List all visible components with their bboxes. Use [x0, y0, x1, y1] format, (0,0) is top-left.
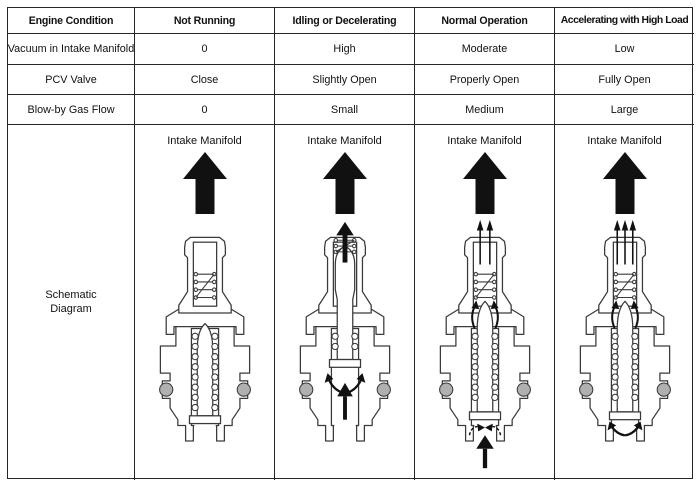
intake-manifold-label: Intake Manifold	[447, 135, 522, 147]
intake-manifold-label: Intake Manifold	[587, 135, 662, 147]
header-accelerating-high-load: Accelerating with High Load	[555, 8, 694, 34]
blowby-normal: Medium	[415, 95, 555, 125]
valve-diagram-accelerating	[555, 125, 694, 480]
table	[7, 7, 693, 479]
vacuum-idling: High	[275, 34, 415, 65]
intake-manifold-label: Intake Manifold	[307, 135, 382, 147]
row-label-pcv-valve: PCV Valve	[8, 65, 135, 95]
pcv-not-running: Close	[135, 65, 275, 95]
valve-diagram-normal	[415, 125, 555, 480]
row-label-vacuum: Vacuum in Intake Manifold	[8, 34, 135, 65]
pcv-valve-schematic	[417, 216, 553, 474]
pcv-valve-schematic	[557, 216, 693, 474]
pcv-idling: Slightly Open	[275, 65, 415, 95]
intake-flow-arrow-icon	[603, 152, 647, 214]
intake-manifold-label: Intake Manifold	[167, 135, 242, 147]
intake-flow-arrow-icon	[463, 152, 507, 214]
valve-diagram-not-running	[135, 125, 275, 480]
vacuum-accelerating: Low	[555, 34, 694, 65]
header-idling-or-decelerating: Idling or Decelerating	[275, 8, 415, 34]
pcv-valve-schematic	[277, 216, 413, 474]
valve-diagram-idling	[275, 125, 415, 480]
pcv-valve-schematic	[137, 216, 273, 474]
schematic-label-line2: Diagram	[50, 302, 92, 315]
row-label-blowby: Blow-by Gas Flow	[8, 95, 135, 125]
schematic-diagram-label	[8, 125, 135, 480]
intake-flow-arrow-icon	[183, 152, 227, 214]
header-normal-operation: Normal Operation	[415, 8, 555, 34]
header-engine-condition: Engine Condition	[8, 8, 135, 34]
blowby-accelerating: Large	[555, 95, 694, 125]
vacuum-not-running: 0	[135, 34, 275, 65]
header-not-running: Not Running	[135, 8, 275, 34]
intake-flow-arrow-icon	[323, 152, 367, 214]
pcv-accelerating: Fully Open	[555, 65, 694, 95]
blowby-idling: Small	[275, 95, 415, 125]
pcv-normal: Properly Open	[415, 65, 555, 95]
vacuum-normal: Moderate	[415, 34, 555, 65]
blowby-not-running: 0	[135, 95, 275, 125]
schematic-label-line1: Schematic	[45, 288, 97, 301]
